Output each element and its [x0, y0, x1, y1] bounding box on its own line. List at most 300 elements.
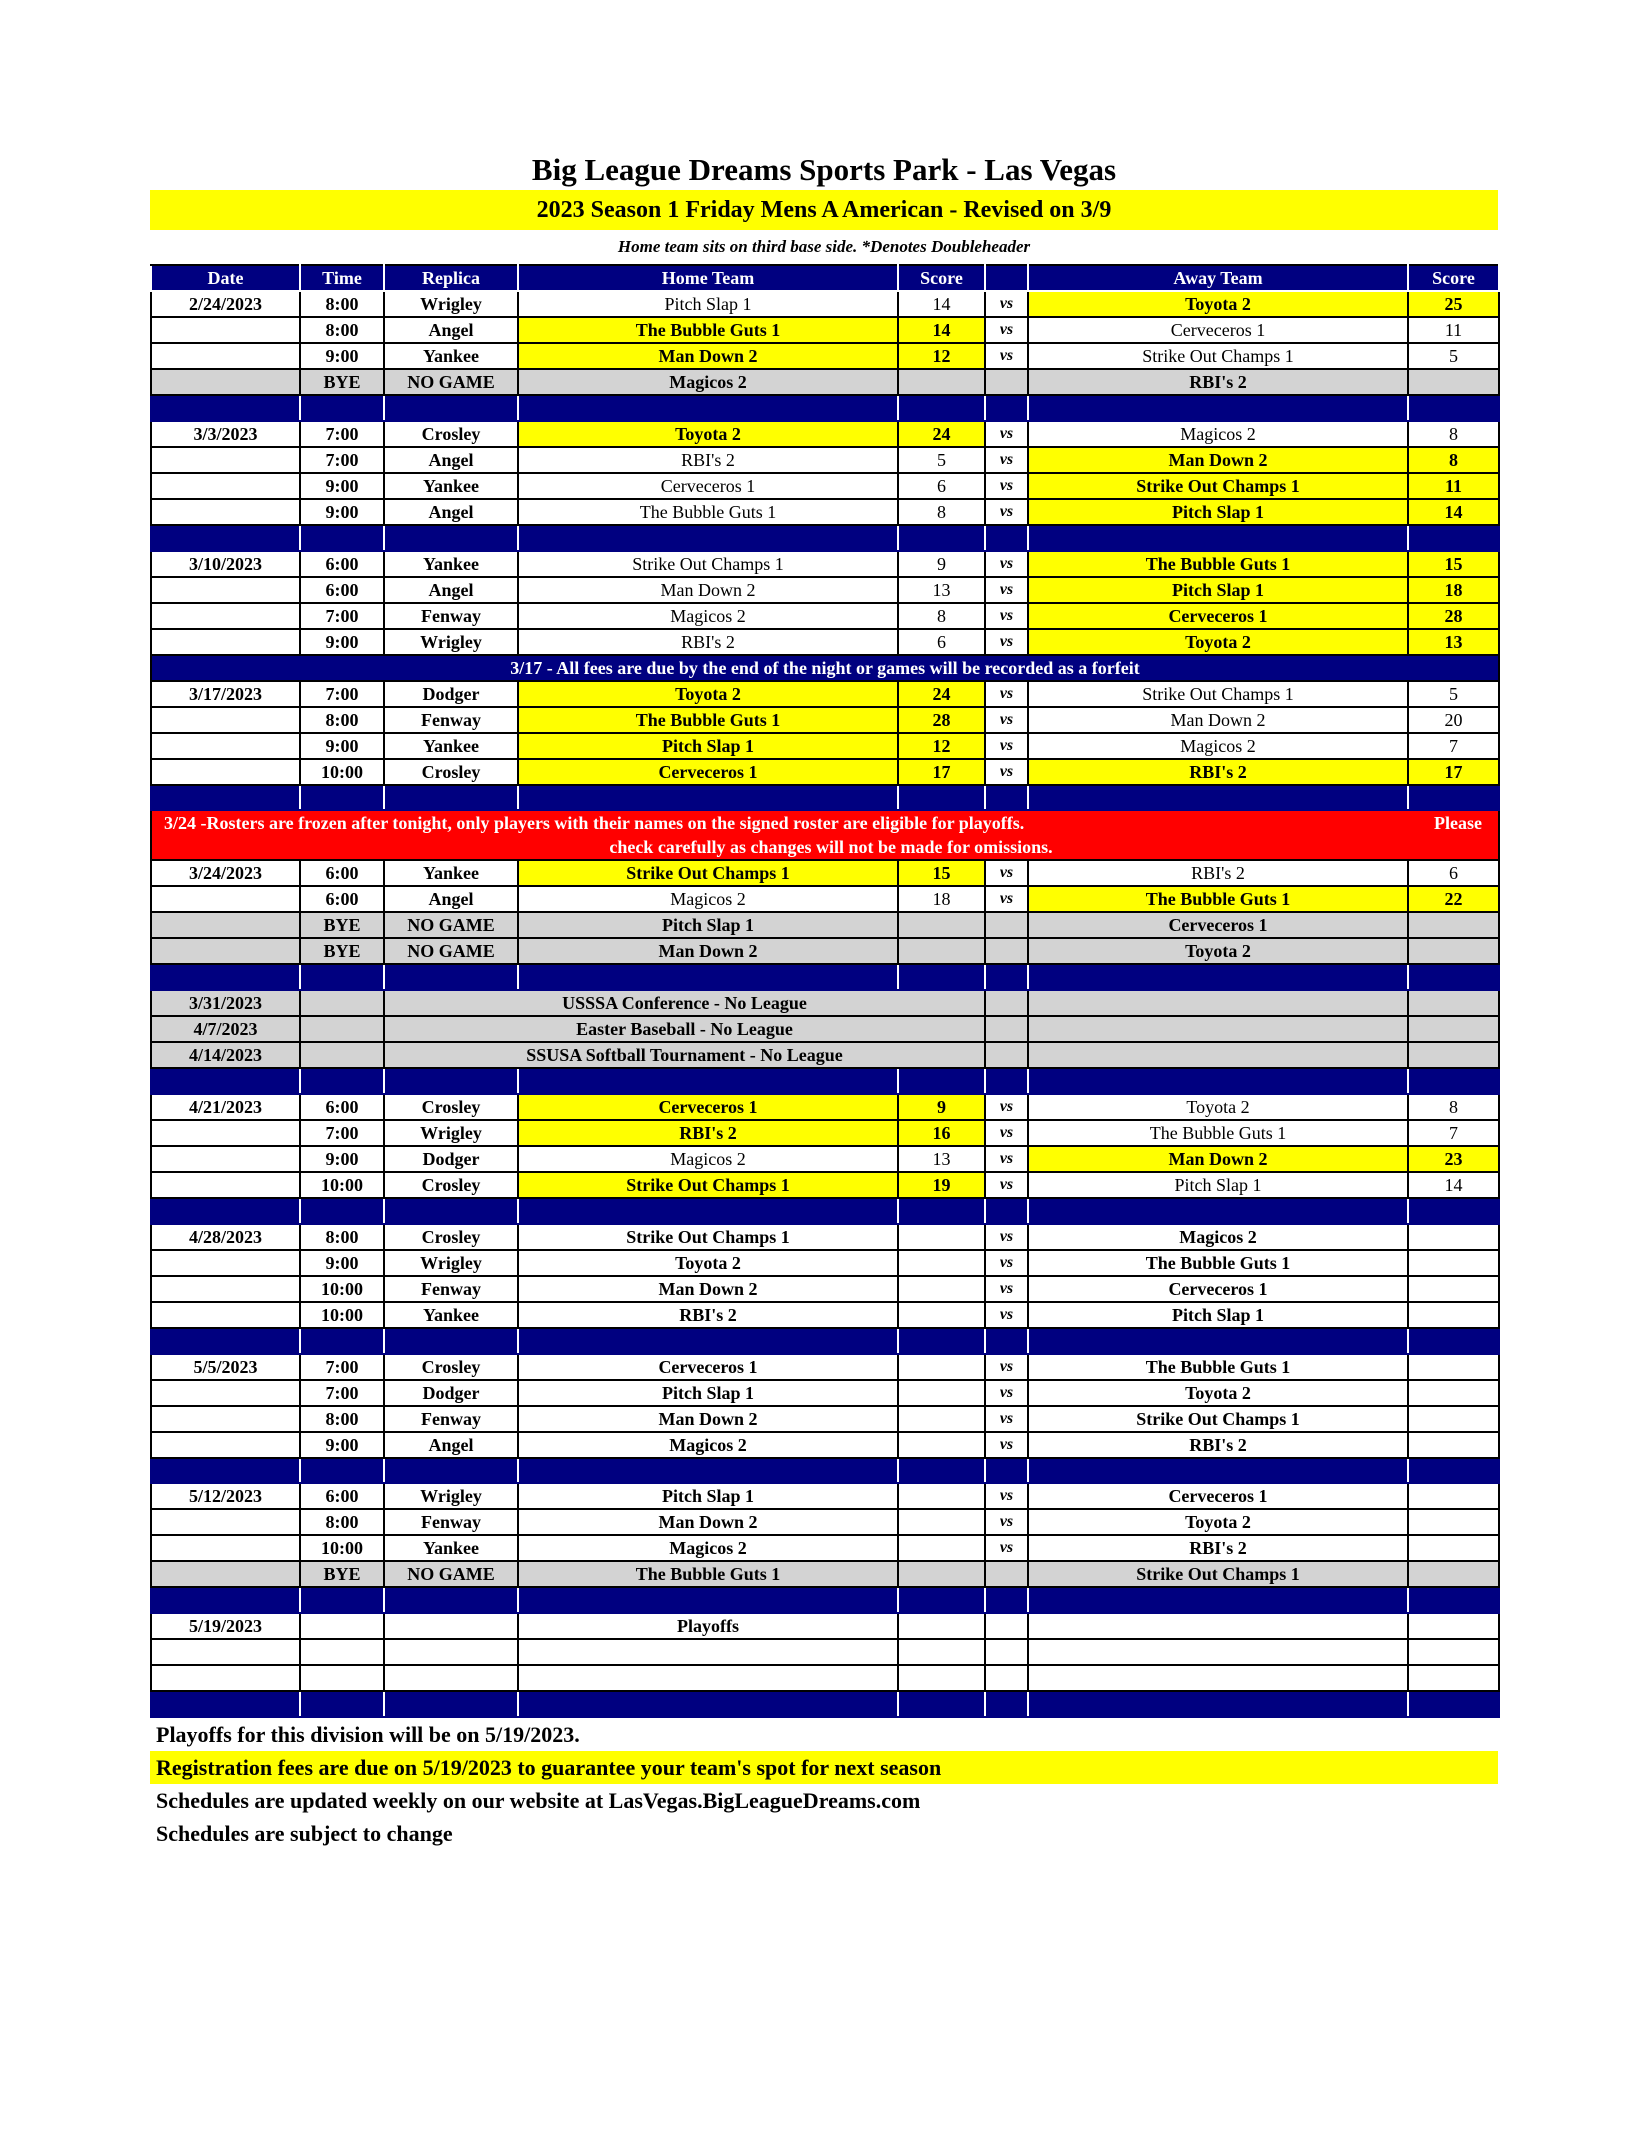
footer-line: Playoffs for this division will be on 5/19/2023. — [156, 1721, 580, 1747]
vs-label — [985, 938, 1028, 964]
home-score — [898, 938, 985, 964]
separator-cell — [1408, 1328, 1499, 1354]
separator-cell — [898, 395, 985, 421]
game-row — [151, 860, 1499, 886]
separator-cell — [985, 1691, 1028, 1717]
game-row — [151, 1250, 1499, 1276]
home-team: RBI's 2 — [518, 1302, 898, 1328]
separator-cell — [518, 1328, 898, 1354]
game-replica-field: Yankee — [384, 1302, 518, 1328]
separator-cell — [518, 1458, 898, 1484]
game-replica-field: Fenway — [384, 603, 518, 629]
game-row — [151, 551, 1499, 577]
game-replica-field: Yankee — [384, 551, 518, 577]
home-score: 14 — [898, 291, 985, 317]
away-team: RBI's 2 — [1028, 860, 1408, 886]
home-score — [898, 1302, 985, 1328]
game-replica-field: Yankee — [384, 473, 518, 499]
vs-label — [985, 1016, 1028, 1042]
separator-cell — [384, 785, 518, 811]
week-separator — [151, 1328, 1499, 1354]
game-date: 2/24/2023 — [151, 291, 300, 317]
game-time: 10:00 — [300, 1302, 384, 1328]
footer-line: Registration fees are due on 5/19/2023 to guarantee your team's spot for next season — [150, 1751, 1498, 1784]
separator-cell — [1408, 1198, 1499, 1224]
home-score — [898, 1250, 985, 1276]
game-replica-field: Fenway — [384, 1509, 518, 1535]
playoffs-row — [151, 1613, 1499, 1639]
game-replica-field: Wrigley — [384, 1250, 518, 1276]
away-team: Toyota 2 — [1028, 629, 1408, 655]
page-subtitle: 2023 Season 1 Friday Mens A American - Revised on 3/9 — [150, 190, 1498, 230]
game-time: 8:00 — [300, 317, 384, 343]
separator-cell — [151, 1068, 300, 1094]
game-time: 6:00 — [300, 886, 384, 912]
home-team: Strike Out Champs 1 — [518, 551, 898, 577]
home-team: Pitch Slap 1 — [518, 1380, 898, 1406]
away-team: Strike Out Champs 1 — [1028, 343, 1408, 369]
separator-cell — [898, 1691, 985, 1717]
game-date: 4/21/2023 — [151, 1094, 300, 1120]
vs-label: vs — [985, 1483, 1028, 1509]
game-row — [151, 886, 1499, 912]
game-row — [151, 1120, 1499, 1146]
game-replica-field: Fenway — [384, 707, 518, 733]
empty-cell — [300, 1665, 384, 1691]
away-score: 8 — [1408, 421, 1499, 447]
away-team: Magicos 2 — [1028, 1224, 1408, 1250]
away-score: 14 — [1408, 1172, 1499, 1198]
home-team: Pitch Slap 1 — [518, 1483, 898, 1509]
game-row — [151, 1406, 1499, 1432]
home-score — [898, 1406, 985, 1432]
game-replica-field: Angel — [384, 447, 518, 473]
game-replica-field: NO GAME — [384, 912, 518, 938]
separator-cell — [300, 525, 384, 551]
separator-cell — [384, 395, 518, 421]
game-date — [151, 938, 300, 964]
away-team: Cerveceros 1 — [1028, 317, 1408, 343]
separator-cell — [1028, 964, 1408, 990]
separator-cell — [1408, 1691, 1499, 1717]
home-score: 24 — [898, 681, 985, 707]
home-team: Cerveceros 1 — [518, 473, 898, 499]
game-date — [151, 759, 300, 785]
away-score: 23 — [1408, 1146, 1499, 1172]
separator-cell — [300, 395, 384, 421]
vs-label — [985, 1042, 1028, 1068]
vs-label: vs — [985, 1146, 1028, 1172]
vs-label: vs — [985, 629, 1028, 655]
game-time: 6:00 — [300, 860, 384, 886]
game-row — [151, 1146, 1499, 1172]
separator-cell — [151, 1458, 300, 1484]
home-score: 19 — [898, 1172, 985, 1198]
game-row — [151, 1380, 1499, 1406]
separator-cell — [1028, 525, 1408, 551]
schedule-document — [150, 150, 1498, 1850]
home-score — [898, 1483, 985, 1509]
away-score: 11 — [1408, 473, 1499, 499]
game-row — [151, 291, 1499, 317]
fee-notice: 3/17 - All fees are due by the end of the night or games will be recorded as a forfeit — [151, 655, 1499, 681]
col-header-date: Date — [151, 265, 300, 291]
away-score: 17 — [1408, 759, 1499, 785]
vs-label: vs — [985, 681, 1028, 707]
game-row — [151, 1354, 1499, 1380]
game-replica-field — [384, 1613, 518, 1639]
separator-cell — [151, 1587, 300, 1613]
separator-cell — [300, 1068, 384, 1094]
separator-cell — [1028, 785, 1408, 811]
home-team: Magicos 2 — [518, 1535, 898, 1561]
separator-cell — [1028, 1198, 1408, 1224]
vs-label: vs — [985, 759, 1028, 785]
away-team: Pitch Slap 1 — [1028, 1172, 1408, 1198]
home-score: 8 — [898, 603, 985, 629]
separator-cell — [300, 1458, 384, 1484]
game-row — [151, 707, 1499, 733]
game-row — [151, 1432, 1499, 1458]
game-time: BYE — [300, 369, 384, 395]
game-time: 10:00 — [300, 1172, 384, 1198]
away-score: 14 — [1408, 499, 1499, 525]
home-team: Cerveceros 1 — [518, 759, 898, 785]
separator-cell — [518, 1068, 898, 1094]
away-team: Pitch Slap 1 — [1028, 577, 1408, 603]
away-team: Strike Out Champs 1 — [1028, 1406, 1408, 1432]
separator-cell — [985, 1458, 1028, 1484]
game-replica-field: Wrigley — [384, 1483, 518, 1509]
game-date: 3/10/2023 — [151, 551, 300, 577]
separator-cell — [985, 1068, 1028, 1094]
home-score: 15 — [898, 860, 985, 886]
game-time: 8:00 — [300, 707, 384, 733]
game-date — [151, 912, 300, 938]
game-date — [151, 473, 300, 499]
separator-cell — [898, 785, 985, 811]
col-header-replica: Replica — [384, 265, 518, 291]
separator-cell — [898, 964, 985, 990]
no-league-row — [151, 1042, 1499, 1068]
home-score — [898, 1354, 985, 1380]
vs-label: vs — [985, 1432, 1028, 1458]
vs-label: vs — [985, 1354, 1028, 1380]
home-score — [898, 912, 985, 938]
separator-cell — [300, 1691, 384, 1717]
separator-cell — [151, 1328, 300, 1354]
vs-label — [985, 369, 1028, 395]
vs-label: vs — [985, 1172, 1028, 1198]
vs-label: vs — [985, 1406, 1028, 1432]
game-replica-field: Angel — [384, 317, 518, 343]
vs-label: vs — [985, 1380, 1028, 1406]
footer-notes — [150, 1718, 1498, 1850]
week-separator — [151, 1458, 1499, 1484]
away-score: 5 — [1408, 681, 1499, 707]
separator-cell — [898, 1198, 985, 1224]
away-team — [1028, 990, 1408, 1016]
separator-cell — [151, 1198, 300, 1224]
col-header-home-score: Score — [898, 265, 985, 291]
game-row — [151, 1302, 1499, 1328]
home-score: 12 — [898, 343, 985, 369]
separator-cell — [151, 525, 300, 551]
home-team: Toyota 2 — [518, 421, 898, 447]
game-row — [151, 759, 1499, 785]
no-league-text: Easter Baseball - No League — [384, 1016, 985, 1042]
away-team: RBI's 2 — [1028, 1535, 1408, 1561]
away-team: RBI's 2 — [1028, 369, 1408, 395]
game-time: 8:00 — [300, 1406, 384, 1432]
separator-cell — [985, 964, 1028, 990]
game-time: BYE — [300, 1561, 384, 1587]
home-team: Toyota 2 — [518, 1250, 898, 1276]
col-header-away-team: Away Team — [1028, 265, 1408, 291]
home-team: Man Down 2 — [518, 343, 898, 369]
home-team: Toyota 2 — [518, 681, 898, 707]
game-replica-field: NO GAME — [384, 938, 518, 964]
home-score — [898, 1613, 985, 1639]
game-replica-field: Crosley — [384, 1354, 518, 1380]
game-time: 10:00 — [300, 1535, 384, 1561]
separator-cell — [384, 964, 518, 990]
game-date — [151, 1406, 300, 1432]
vs-label: vs — [985, 886, 1028, 912]
home-team: Strike Out Champs 1 — [518, 1224, 898, 1250]
home-team: Man Down 2 — [518, 1509, 898, 1535]
away-team: The Bubble Guts 1 — [1028, 1120, 1408, 1146]
game-time: 10:00 — [300, 1276, 384, 1302]
separator-cell — [384, 1691, 518, 1717]
separator-cell — [1408, 964, 1499, 990]
home-team: RBI's 2 — [518, 1120, 898, 1146]
game-replica-field: NO GAME — [384, 369, 518, 395]
away-team: Toyota 2 — [1028, 1094, 1408, 1120]
col-header-away-score: Score — [1408, 265, 1499, 291]
home-score: 8 — [898, 499, 985, 525]
away-score — [1408, 1250, 1499, 1276]
game-time: 9:00 — [300, 473, 384, 499]
game-time — [300, 1042, 384, 1068]
home-score: 18 — [898, 886, 985, 912]
roster-alert-please: Please — [1434, 813, 1482, 834]
home-team: The Bubble Guts 1 — [518, 317, 898, 343]
game-replica-field: Crosley — [384, 1224, 518, 1250]
game-replica-field: Wrigley — [384, 1120, 518, 1146]
game-row — [151, 1172, 1499, 1198]
game-date — [151, 369, 300, 395]
away-team — [1028, 1613, 1408, 1639]
away-team: Strike Out Champs 1 — [1028, 473, 1408, 499]
vs-label: vs — [985, 1302, 1028, 1328]
vs-label: vs — [985, 733, 1028, 759]
away-score: 11 — [1408, 317, 1499, 343]
game-time: BYE — [300, 938, 384, 964]
away-team: Magicos 2 — [1028, 733, 1408, 759]
vs-label: vs — [985, 1224, 1028, 1250]
away-team: Toyota 2 — [1028, 938, 1408, 964]
game-time: 6:00 — [300, 551, 384, 577]
game-row — [151, 499, 1499, 525]
home-score — [898, 369, 985, 395]
away-team: Cerveceros 1 — [1028, 1276, 1408, 1302]
separator-cell — [151, 785, 300, 811]
away-score: 20 — [1408, 707, 1499, 733]
away-score: 28 — [1408, 603, 1499, 629]
away-team: Man Down 2 — [1028, 447, 1408, 473]
game-row — [151, 603, 1499, 629]
game-row — [151, 629, 1499, 655]
away-score — [1408, 990, 1499, 1016]
game-time: BYE — [300, 912, 384, 938]
separator-cell — [151, 1691, 300, 1717]
away-score — [1408, 1380, 1499, 1406]
away-team: RBI's 2 — [1028, 759, 1408, 785]
away-score — [1408, 1509, 1499, 1535]
home-team: Strike Out Champs 1 — [518, 860, 898, 886]
game-time: 9:00 — [300, 1432, 384, 1458]
vs-label: vs — [985, 317, 1028, 343]
away-score — [1408, 1613, 1499, 1639]
away-team: The Bubble Guts 1 — [1028, 1250, 1408, 1276]
away-score — [1408, 1561, 1499, 1587]
home-score: 24 — [898, 421, 985, 447]
game-time: 9:00 — [300, 1146, 384, 1172]
game-time: 6:00 — [300, 1483, 384, 1509]
game-date — [151, 317, 300, 343]
separator-cell — [151, 395, 300, 421]
away-score — [1408, 938, 1499, 964]
home-score — [898, 1561, 985, 1587]
home-score: 14 — [898, 317, 985, 343]
vs-label: vs — [985, 499, 1028, 525]
game-date — [151, 1172, 300, 1198]
game-date — [151, 1120, 300, 1146]
game-row — [151, 1483, 1499, 1509]
game-row — [151, 317, 1499, 343]
game-replica-field: Yankee — [384, 733, 518, 759]
game-date: 3/3/2023 — [151, 421, 300, 447]
separator-cell — [300, 1587, 384, 1613]
game-date — [151, 1380, 300, 1406]
away-score: 15 — [1408, 551, 1499, 577]
empty-row — [151, 1639, 1499, 1665]
separator-cell — [384, 1068, 518, 1094]
no-league-row — [151, 990, 1499, 1016]
game-time: 9:00 — [300, 499, 384, 525]
game-date — [151, 447, 300, 473]
empty-cell — [384, 1639, 518, 1665]
game-replica-field: Yankee — [384, 860, 518, 886]
empty-cell — [1028, 1639, 1408, 1665]
home-team: Playoffs — [518, 1613, 898, 1639]
home-score: 17 — [898, 759, 985, 785]
home-team: Man Down 2 — [518, 577, 898, 603]
separator-cell — [300, 785, 384, 811]
separator-cell — [518, 1691, 898, 1717]
week-separator — [151, 785, 1499, 811]
week-separator — [151, 1691, 1499, 1717]
col-header-home-team: Home Team — [518, 265, 898, 291]
game-row — [151, 681, 1499, 707]
away-team: Toyota 2 — [1028, 291, 1408, 317]
game-row — [151, 447, 1499, 473]
game-date — [151, 886, 300, 912]
away-team: Pitch Slap 1 — [1028, 1302, 1408, 1328]
vs-label: vs — [985, 473, 1028, 499]
week-separator — [151, 395, 1499, 421]
away-team: Man Down 2 — [1028, 1146, 1408, 1172]
game-time: 6:00 — [300, 577, 384, 603]
separator-cell — [985, 525, 1028, 551]
separator-cell — [518, 525, 898, 551]
vs-label: vs — [985, 707, 1028, 733]
away-team: Cerveceros 1 — [1028, 603, 1408, 629]
game-time: 8:00 — [300, 1509, 384, 1535]
game-row — [151, 1224, 1499, 1250]
vs-label: vs — [985, 603, 1028, 629]
away-team: Toyota 2 — [1028, 1380, 1408, 1406]
col-header-vs — [985, 265, 1028, 291]
game-replica-field: Crosley — [384, 1094, 518, 1120]
vs-label: vs — [985, 1120, 1028, 1146]
game-date — [151, 603, 300, 629]
game-date — [151, 1561, 300, 1587]
game-date — [151, 1276, 300, 1302]
empty-cell — [898, 1665, 985, 1691]
game-time: 8:00 — [300, 1224, 384, 1250]
vs-label: vs — [985, 1094, 1028, 1120]
game-date: 5/12/2023 — [151, 1483, 300, 1509]
game-date: 5/19/2023 — [151, 1613, 300, 1639]
game-row — [151, 1535, 1499, 1561]
home-score: 9 — [898, 1094, 985, 1120]
empty-cell — [384, 1665, 518, 1691]
away-score — [1408, 1354, 1499, 1380]
separator-cell — [1028, 1458, 1408, 1484]
week-separator — [151, 1198, 1499, 1224]
home-score: 9 — [898, 551, 985, 577]
game-date — [151, 707, 300, 733]
home-team: Magicos 2 — [518, 369, 898, 395]
game-time: 7:00 — [300, 1120, 384, 1146]
separator-cell — [1408, 525, 1499, 551]
vs-label: vs — [985, 1509, 1028, 1535]
separator-cell — [1028, 1068, 1408, 1094]
home-score — [898, 1509, 985, 1535]
separator-cell — [1408, 785, 1499, 811]
separator-cell — [384, 525, 518, 551]
separator-cell — [384, 1587, 518, 1613]
separator-cell — [1408, 1068, 1499, 1094]
away-team: The Bubble Guts 1 — [1028, 551, 1408, 577]
game-date — [151, 629, 300, 655]
game-time — [300, 1613, 384, 1639]
game-date — [151, 1302, 300, 1328]
schedule-body — [151, 291, 1499, 1717]
separator-cell — [898, 1328, 985, 1354]
vs-label: vs — [985, 343, 1028, 369]
game-time: 7:00 — [300, 1354, 384, 1380]
bye-row — [151, 369, 1499, 395]
game-date — [151, 1250, 300, 1276]
home-score: 16 — [898, 1120, 985, 1146]
separator-cell — [985, 1587, 1028, 1613]
game-replica-field: Angel — [384, 1432, 518, 1458]
game-replica-field: Fenway — [384, 1406, 518, 1432]
bye-row — [151, 1561, 1499, 1587]
